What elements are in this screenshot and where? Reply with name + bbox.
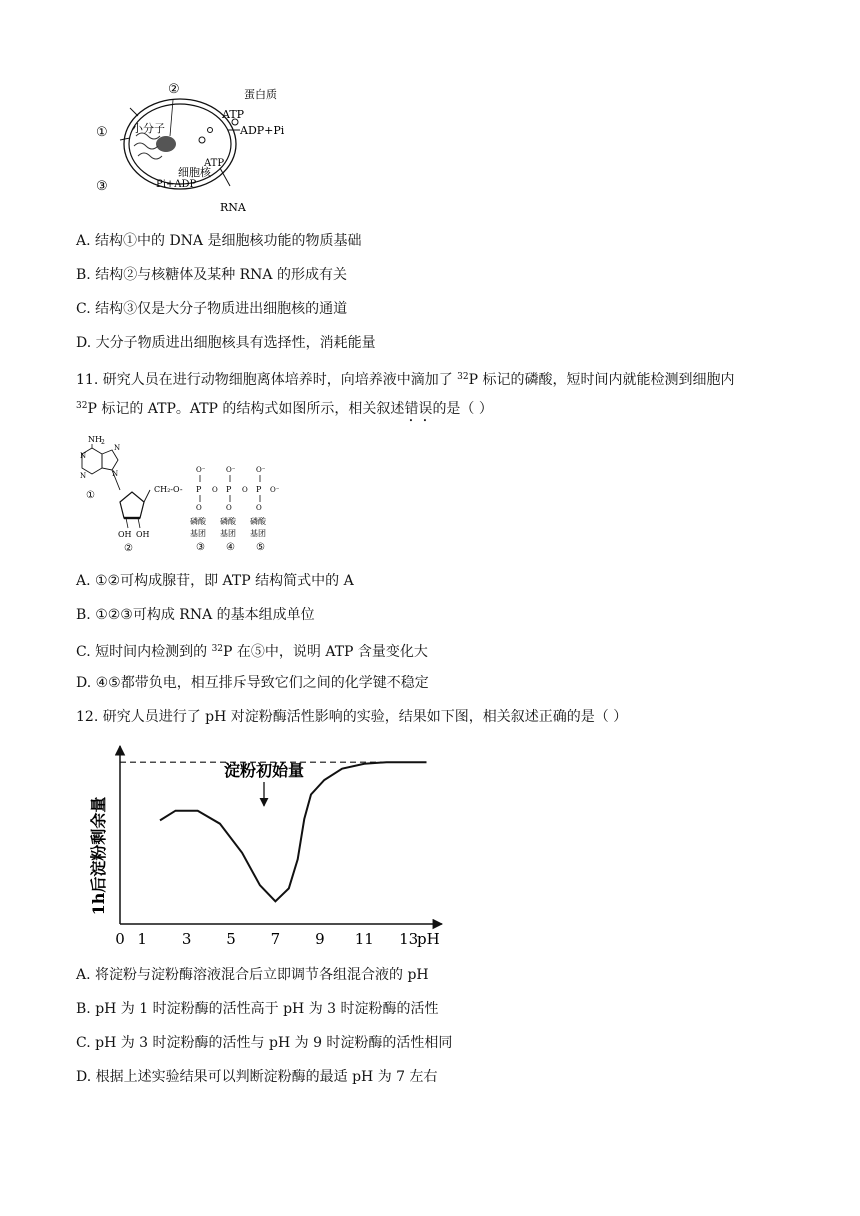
label-3: ③: [96, 179, 108, 194]
q12-option-c: C. pH 为 3 时淀粉酶的活性与 pH 为 9 时淀粉酶的活性相同: [76, 1035, 453, 1051]
svg-text:NH: NH: [88, 435, 102, 444]
q10-option-a: A. 结构①中的 DNA 是细胞核功能的物质基础: [76, 233, 362, 249]
x-tick-label: 0: [115, 930, 125, 948]
emphasis-word: 错误: [404, 401, 433, 417]
svg-text:磷酸: 磷酸: [250, 517, 266, 526]
svg-text:磷酸: 磷酸: [220, 517, 236, 526]
svg-text:N: N: [114, 444, 121, 452]
rna-label: RNA: [220, 201, 246, 214]
q11-option-a: A. ①②可构成腺苷，即 ATP 结构简式中的 A: [76, 573, 354, 589]
atp-top-label: ATP: [222, 108, 245, 121]
small-molecule-label: 小分子: [132, 122, 165, 135]
svg-text:2: 2: [101, 439, 105, 446]
adp-pi-label: ADP+Pi: [240, 124, 285, 137]
svg-text:O: O: [256, 504, 262, 512]
label-2: ②: [168, 82, 180, 97]
x-tick-label: 11: [354, 930, 374, 948]
svg-text:O⁻: O⁻: [196, 466, 206, 474]
x-tick-label: 9: [315, 930, 325, 948]
svg-text:P: P: [196, 485, 202, 494]
q12-stem: 12. 研究人员进行了 pH 对淀粉酶活性影响的实验，结果如下图，相关叙述正确的是（ ）: [76, 709, 628, 725]
svg-text:基团: 基团: [220, 529, 236, 538]
q11-option-c: C. 短时间内检测到的 $^{32}$P 在⑤中，说明 ATP 含量变化大: [76, 644, 428, 660]
protein-label: 蛋白质: [244, 88, 277, 101]
x-tick-label: 1: [137, 930, 147, 948]
x-tick-label: 5: [226, 930, 236, 948]
svg-text:基团: 基团: [250, 529, 266, 538]
x-tick-labels: [115, 930, 418, 948]
svg-text:②: ②: [124, 543, 133, 554]
x-tick-label: 3: [181, 930, 192, 948]
y-axis-label: 1h后淀粉剩余量: [89, 796, 108, 916]
svg-text:⑤: ⑤: [256, 542, 265, 553]
svg-text:③: ③: [196, 542, 205, 553]
series-line: [160, 762, 427, 901]
svg-text:N: N: [80, 472, 87, 480]
q11-option-d: D. ④⑤都带负电，相互排斥导致它们之间的化学键不稳定: [76, 675, 429, 691]
svg-text:N: N: [112, 470, 119, 478]
ph-activity-chart: [80, 740, 460, 952]
svg-text:基团: 基团: [190, 529, 206, 538]
svg-text:O⁻: O⁻: [270, 486, 280, 494]
pi-adp-label: Pi+ADP: [156, 179, 197, 190]
svg-text:O: O: [242, 486, 248, 494]
svg-text:CH₂-O-: CH₂-O-: [154, 485, 183, 494]
svg-text:O⁻: O⁻: [256, 466, 266, 474]
svg-text:O⁻: O⁻: [226, 466, 236, 474]
q10-option-b: B. 结构②与核糖体及某种 RNA 的形成有关: [76, 267, 347, 283]
svg-text:P: P: [226, 485, 232, 494]
initial-starch-annotation: 淀粉初始量: [223, 761, 305, 780]
q10-option-d: D. 大分子物质进出细胞核具有选择性，消耗能量: [76, 335, 376, 351]
svg-text:O: O: [226, 504, 232, 512]
svg-text:磷酸: 磷酸: [190, 517, 206, 526]
x-tick-label: 7: [270, 930, 281, 948]
svg-text:OH: OH: [136, 530, 150, 539]
svg-text:O: O: [196, 504, 202, 512]
svg-text:O: O: [212, 486, 218, 494]
nucleus-label: 细胞核: [178, 166, 211, 179]
q12-option-b: B. pH 为 1 时淀粉酶的活性高于 pH 为 3 时淀粉酶的活性: [76, 1001, 439, 1017]
x-axis-label: pH: [417, 930, 440, 948]
svg-text:OH: OH: [118, 530, 132, 539]
svg-text:①: ①: [86, 490, 95, 501]
q10-option-c: C. 结构③仅是大分子物质进出细胞核的通道: [76, 301, 348, 317]
label-1: ①: [96, 125, 108, 140]
q11-stem-line-2: $^{32}$P 标记的 ATP。ATP 的结构式如图所示，相关叙述错误的是（ ）: [76, 401, 493, 417]
svg-text:N: N: [80, 452, 87, 460]
atp-structure-figure: [76, 432, 296, 556]
x-tick-label: 13: [399, 930, 419, 948]
svg-text:P: P: [256, 485, 262, 494]
q11-stem-line-1: 11. 研究人员在进行动物细胞离体培养时，向培养液中滴加了 $^{32}$P 标记的磷酸，短时间内就能检测到细胞内: [76, 372, 735, 388]
q12-option-d: D. 根据上述实验结果可以判断淀粉酶的最适 pH 为 7 左右: [76, 1069, 438, 1085]
q12-option-a: A. 将淀粉与淀粉酶溶液混合后立即调节各组混合液的 pH: [76, 967, 429, 983]
nucleus-figure: [90, 78, 310, 214]
q11-option-b: B. ①②③可构成 RNA 的基本组成单位: [76, 607, 315, 623]
atp-inner-label: ATP: [204, 158, 225, 169]
nucleolus: [156, 136, 176, 152]
svg-text:④: ④: [226, 542, 235, 553]
